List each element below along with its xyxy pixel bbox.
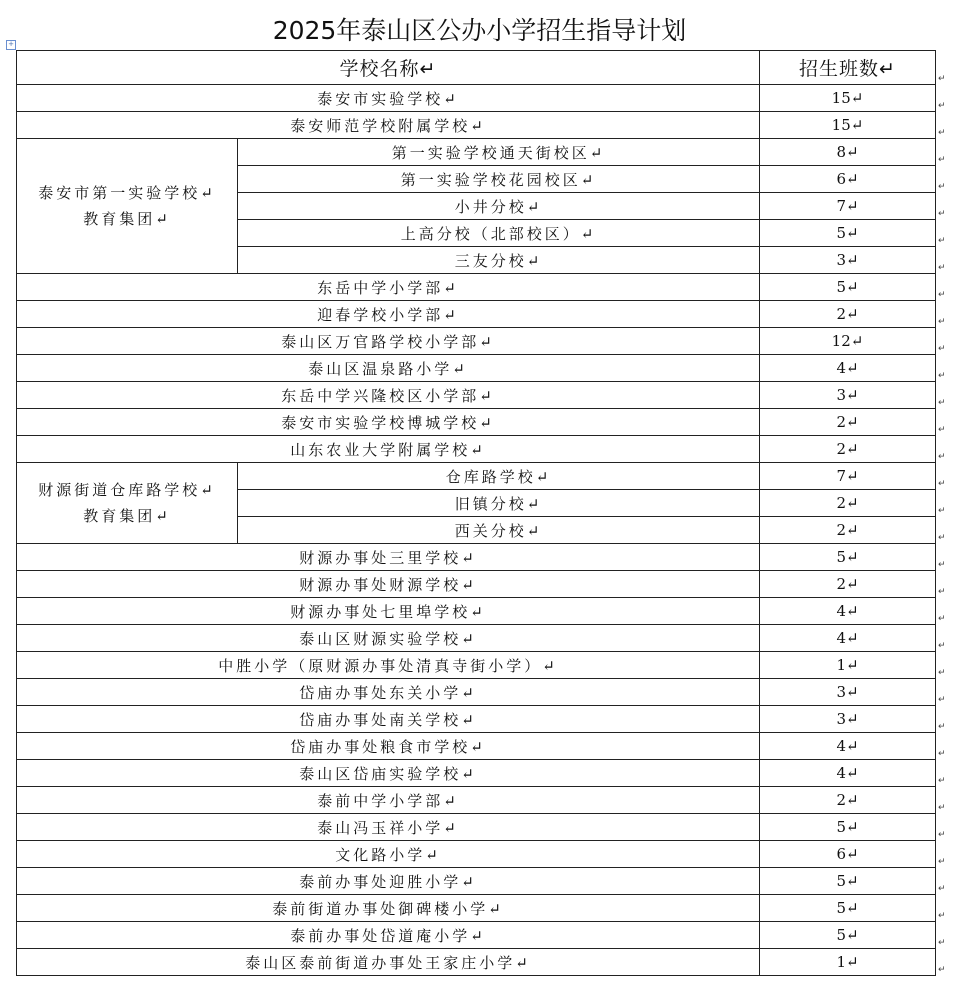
row-end-mark: ↵ — [938, 155, 946, 165]
row-end-mark: ↵ — [938, 911, 946, 921]
school-name-cell: 西关分校↵ — [238, 517, 760, 544]
school-name-cell: 山东农业大学附属学校↵ — [17, 436, 760, 463]
class-count-cell: 2↵ — [760, 571, 936, 598]
class-count-cell: 5↵ — [760, 868, 936, 895]
row-end-mark: ↵ — [938, 830, 946, 840]
enrollment-table — [16, 50, 936, 976]
school-name-cell: 岱庙办事处东关小学↵ — [17, 679, 760, 706]
class-count-cell: 2↵ — [760, 490, 936, 517]
school-name-cell: 泰山区万官路学校小学部↵ — [17, 328, 760, 355]
class-count-cell: 5↵ — [760, 895, 936, 922]
row-end-mark: ↵ — [938, 587, 946, 597]
table-row — [17, 355, 936, 382]
row-end-mark: ↵ — [938, 317, 946, 327]
class-count-cell: 2↵ — [760, 787, 936, 814]
class-count-cell: 7↵ — [760, 193, 936, 220]
school-name-cell: 泰山区财源实验学校↵ — [17, 625, 760, 652]
row-end-mark: ↵ — [938, 722, 946, 732]
table-row — [17, 841, 936, 868]
row-end-mark: ↵ — [938, 371, 946, 381]
class-count-cell: 5↵ — [760, 220, 936, 247]
group-name-cell: 财源街道仓库路学校↵ 教育集团↵ — [17, 463, 238, 544]
class-count-cell: 1↵ — [760, 949, 936, 976]
table-row — [17, 895, 936, 922]
class-count-cell: 12↵ — [760, 328, 936, 355]
table-row — [17, 382, 936, 409]
school-name-cell: 东岳中学兴隆校区小学部↵ — [17, 382, 760, 409]
row-end-mark: ↵ — [938, 290, 946, 300]
row-end-mark: ↵ — [938, 425, 946, 435]
row-end-mark: ↵ — [938, 641, 946, 651]
school-name-cell: 泰山冯玉祥小学↵ — [17, 814, 760, 841]
table-row — [17, 922, 936, 949]
table-row — [17, 679, 936, 706]
class-count-cell: 3↵ — [760, 382, 936, 409]
table-row — [17, 85, 936, 112]
school-name-cell: 旧镇分校↵ — [238, 490, 760, 517]
school-name-cell: 中胜小学（原财源办事处清真寺街小学）↵ — [17, 652, 760, 679]
class-count-cell: 5↵ — [760, 544, 936, 571]
header-school-name: 学校名称↵ — [17, 51, 760, 85]
school-name-cell: 文化路小学↵ — [17, 841, 760, 868]
class-count-cell: 15↵ — [760, 85, 936, 112]
row-end-mark: ↵ — [938, 965, 946, 975]
school-name-cell: 迎春学校小学部↵ — [17, 301, 760, 328]
table-row — [17, 301, 936, 328]
class-count-cell: 4↵ — [760, 760, 936, 787]
table-row — [17, 112, 936, 139]
school-name-cell: 泰安市实验学校博城学校↵ — [17, 409, 760, 436]
school-name-cell: 财源办事处财源学校↵ — [17, 571, 760, 598]
class-count-cell: 8↵ — [760, 139, 936, 166]
school-name-cell: 小井分校↵ — [238, 193, 760, 220]
group-name-cell: 泰安市第一实验学校↵ 教育集团↵ — [17, 139, 238, 274]
school-name-cell: 泰山区温泉路小学↵ — [17, 355, 760, 382]
table-row — [17, 139, 936, 166]
school-name-cell: 泰前街道办事处御碑楼小学↵ — [17, 895, 760, 922]
school-name-cell: 泰安师范学校附属学校↵ — [17, 112, 760, 139]
table-row — [17, 274, 936, 301]
class-count-cell: 2↵ — [760, 301, 936, 328]
class-count-cell: 2↵ — [760, 409, 936, 436]
row-end-mark: ↵ — [938, 398, 946, 408]
class-count-cell: 15↵ — [760, 112, 936, 139]
table-row — [17, 760, 936, 787]
table-row — [17, 814, 936, 841]
table-row — [17, 787, 936, 814]
row-end-mark: ↵ — [938, 803, 946, 813]
class-count-cell: 3↵ — [760, 247, 936, 274]
class-count-cell: 4↵ — [760, 355, 936, 382]
row-end-mark: ↵ — [938, 263, 946, 273]
class-count-cell: 4↵ — [760, 733, 936, 760]
header-class-count: 招生班数↵ — [760, 51, 936, 85]
table-row — [17, 598, 936, 625]
school-name-cell: 泰山区岱庙实验学校↵ — [17, 760, 760, 787]
class-count-cell: 4↵ — [760, 625, 936, 652]
school-name-cell: 岱庙办事处粮食市学校↵ — [17, 733, 760, 760]
school-name-cell: 泰安市实验学校↵ — [17, 85, 760, 112]
school-name-cell: 泰前办事处迎胜小学↵ — [17, 868, 760, 895]
class-count-cell: 6↵ — [760, 166, 936, 193]
table-row — [17, 436, 936, 463]
school-name-cell: 财源办事处三里学校↵ — [17, 544, 760, 571]
school-name-cell: 上高分校（北部校区）↵ — [238, 220, 760, 247]
school-name-cell: 岱庙办事处南关学校↵ — [17, 706, 760, 733]
class-count-cell: 1↵ — [760, 652, 936, 679]
school-name-cell: 第一实验学校花园校区↵ — [238, 166, 760, 193]
table-header-row — [17, 51, 936, 85]
table-row — [17, 409, 936, 436]
class-count-cell: 7↵ — [760, 463, 936, 490]
table-row — [17, 652, 936, 679]
class-count-cell: 3↵ — [760, 706, 936, 733]
row-end-mark: ↵ — [938, 533, 946, 543]
row-end-mark: ↵ — [938, 749, 946, 759]
class-count-cell: 5↵ — [760, 814, 936, 841]
page-title: 2025年泰山区公办小学招生指导计划 — [272, 16, 687, 45]
row-end-mark: ↵ — [938, 344, 946, 354]
row-end-mark: ↵ — [938, 479, 946, 489]
table-row — [17, 571, 936, 598]
school-name-cell: 三友分校↵ — [238, 247, 760, 274]
school-name-cell: 东岳中学小学部↵ — [17, 274, 760, 301]
table-row — [17, 463, 936, 490]
table-row — [17, 868, 936, 895]
row-end-mark: ↵ — [938, 128, 946, 138]
row-end-mark: ↵ — [938, 776, 946, 786]
school-name-cell: 财源办事处七里埠学校↵ — [17, 598, 760, 625]
table-row — [17, 625, 936, 652]
row-end-mark: ↵ — [938, 506, 946, 516]
row-end-mark: ↵ — [938, 857, 946, 867]
class-count-cell: 4↵ — [760, 598, 936, 625]
row-end-mark: ↵ — [938, 209, 946, 219]
table-row — [17, 328, 936, 355]
row-end-mark: ↵ — [938, 614, 946, 624]
school-name-cell: 仓库路学校↵ — [238, 463, 760, 490]
row-end-mark: ↵ — [938, 884, 946, 894]
table-row — [17, 733, 936, 760]
class-count-cell: 2↵ — [760, 517, 936, 544]
row-end-mark: ↵ — [938, 938, 946, 948]
school-name-cell: 第一实验学校通天街校区↵ — [238, 139, 760, 166]
row-end-mark: ↵ — [938, 452, 946, 462]
school-name-cell: 泰山区泰前街道办事处王家庄小学↵ — [17, 949, 760, 976]
row-end-mark: ↵ — [938, 101, 946, 111]
row-end-mark: ↵ — [938, 236, 946, 246]
table-row — [17, 949, 936, 976]
school-name-cell: 泰前办事处岱道庵小学↵ — [17, 922, 760, 949]
table-row — [17, 544, 936, 571]
class-count-cell: 3↵ — [760, 679, 936, 706]
row-end-mark: ↵ — [938, 182, 946, 192]
row-end-mark: ↵ — [938, 74, 946, 84]
row-end-mark: ↵ — [938, 560, 946, 570]
class-count-cell: 5↵ — [760, 922, 936, 949]
table-anchor-icon[interactable]: + — [6, 40, 16, 50]
school-name-cell: 泰前中学小学部↵ — [17, 787, 760, 814]
class-count-cell: 5↵ — [760, 274, 936, 301]
class-count-cell: 6↵ — [760, 841, 936, 868]
class-count-cell: 2↵ — [760, 436, 936, 463]
row-end-mark: ↵ — [938, 695, 946, 705]
row-end-mark: ↵ — [938, 668, 946, 678]
table-row — [17, 706, 936, 733]
